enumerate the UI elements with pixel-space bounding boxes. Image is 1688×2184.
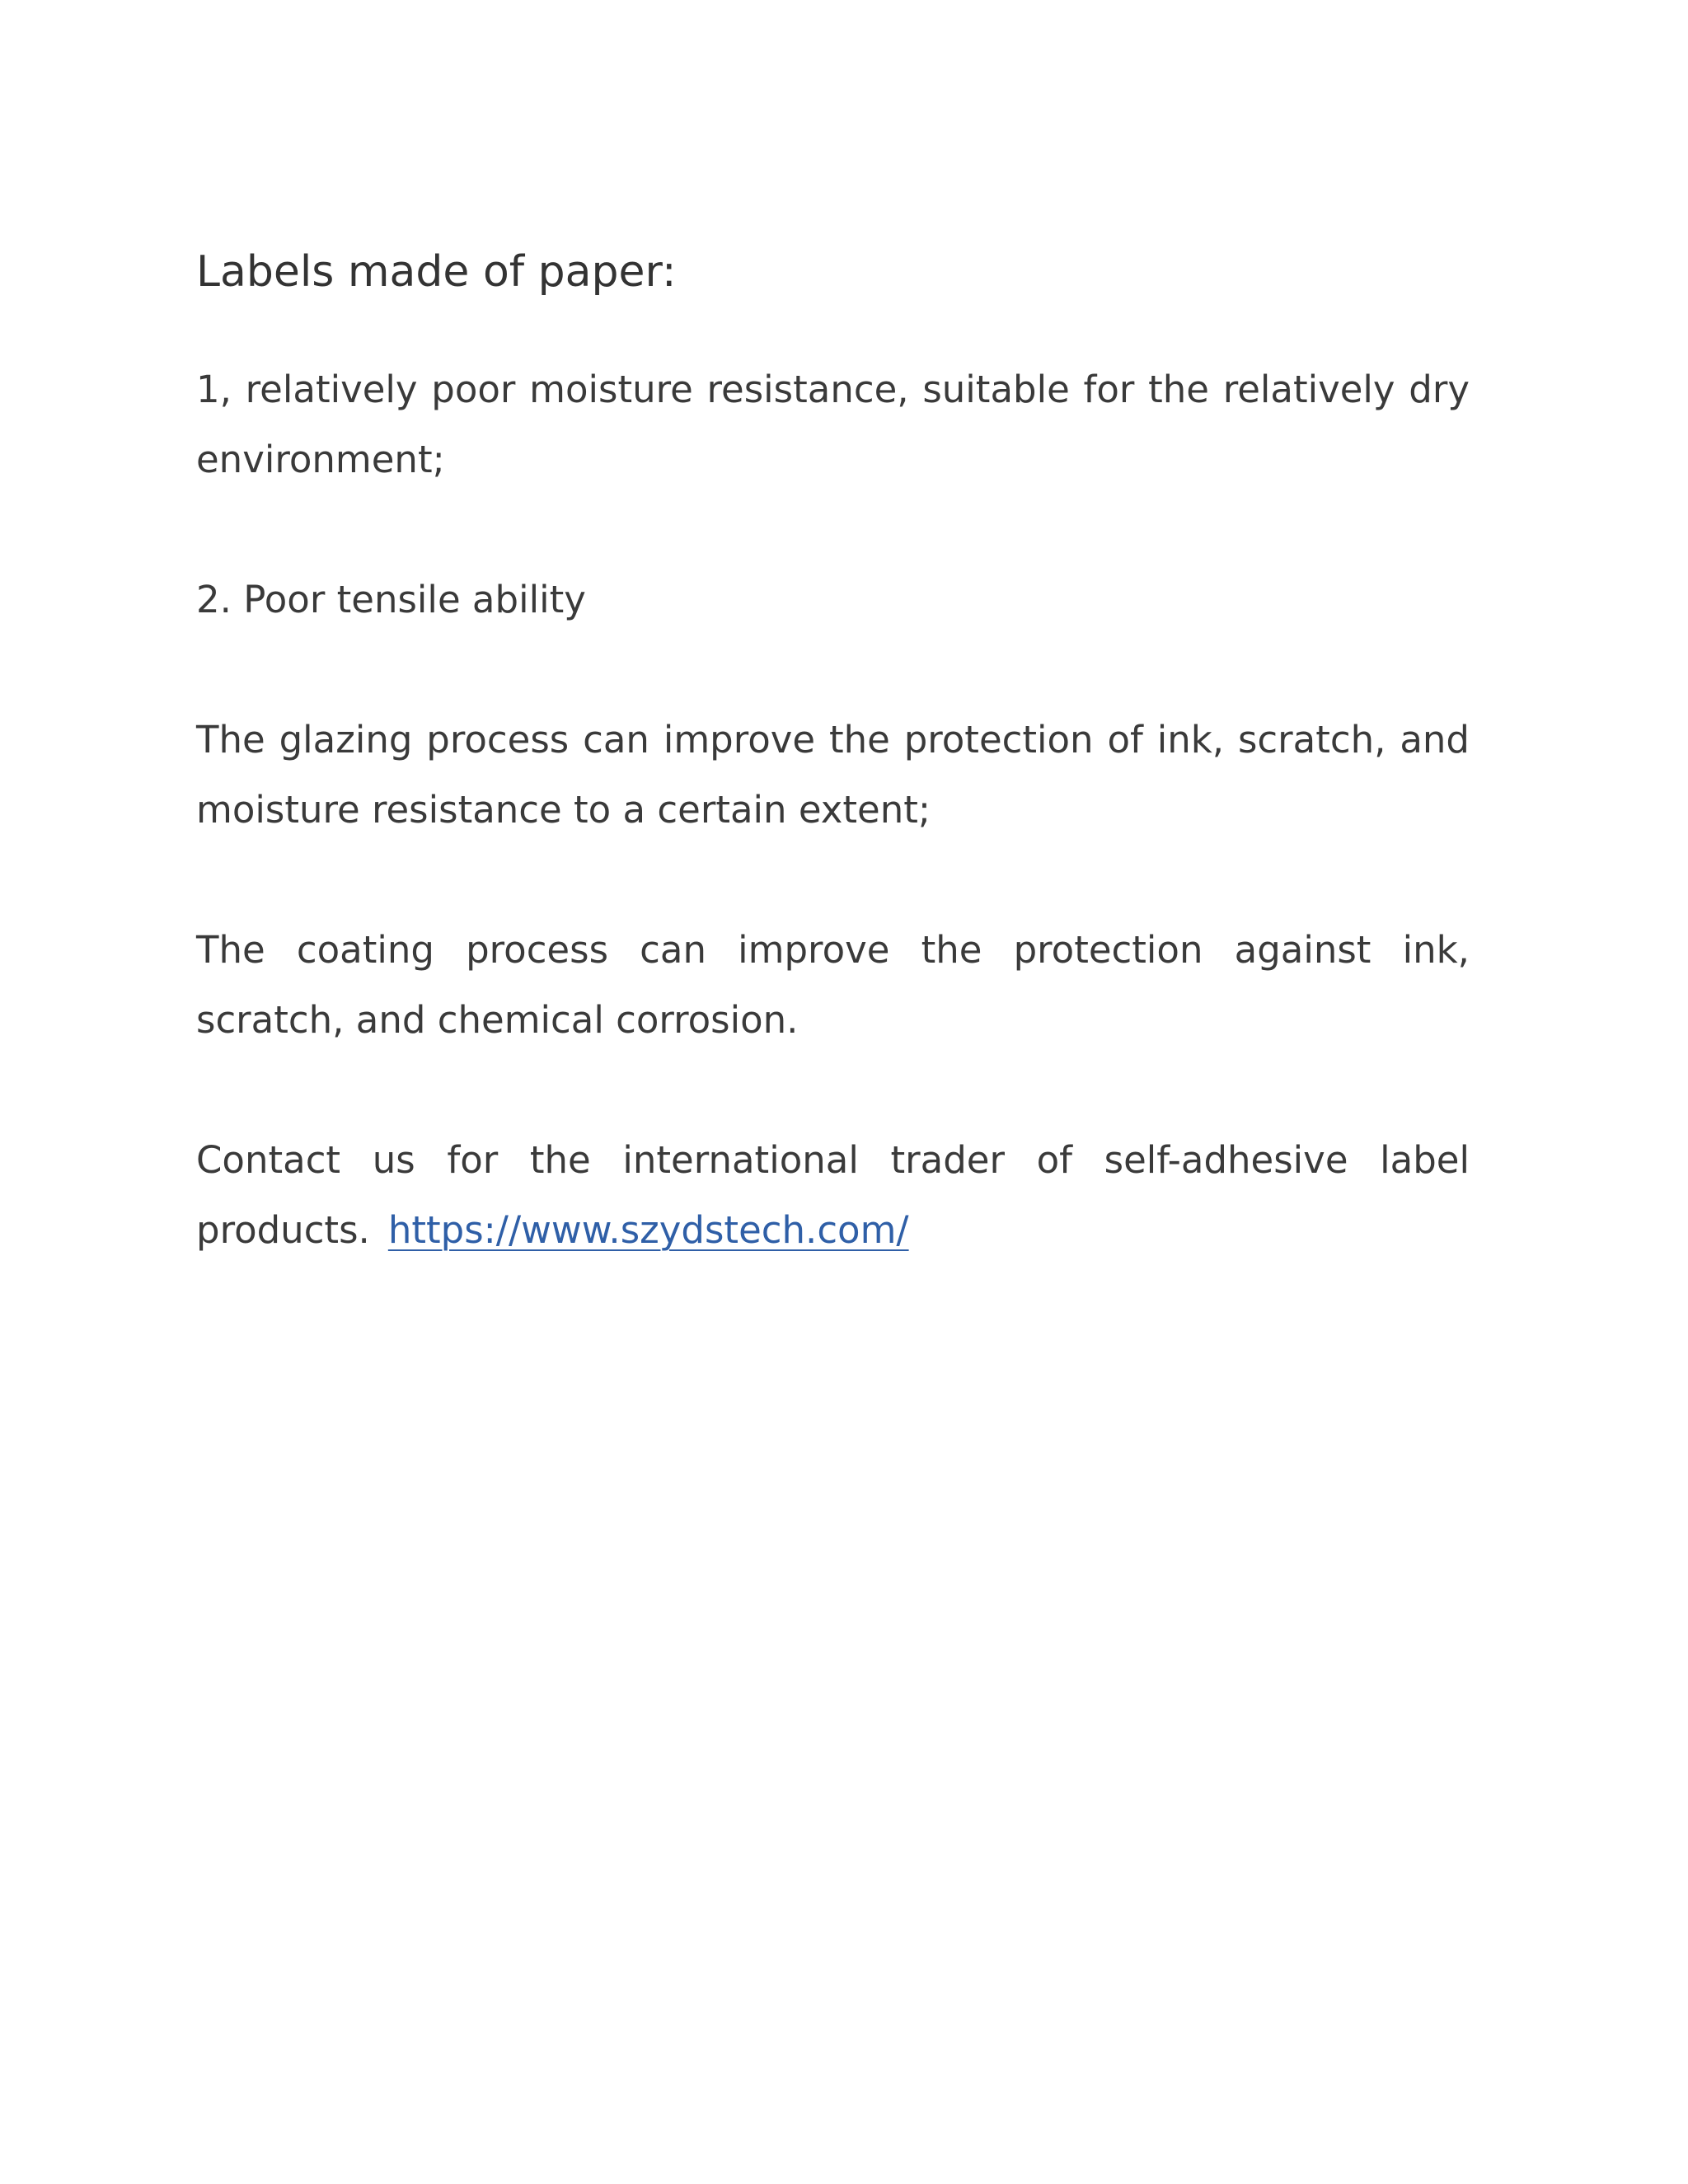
website-link[interactable]: https://www.szydstech.com/ (387, 1208, 909, 1252)
contact-text: Contact us for the international trader of self-adhesive label products. (196, 1138, 1470, 1252)
paragraph-glazing: The glazing process can improve the protection of ink, scratch, and moisture resistance to a certain extent; (196, 718, 1470, 832)
paragraph-moisture: 1, relatively poor moisture resistance, suitable for the relatively dry environment; (196, 368, 1470, 481)
paragraph-contact (196, 1125, 1470, 1265)
paragraph-coating: The coating process can improve the protection against ink, scratch, and chemical corrosion. (196, 928, 1470, 1042)
document-body (196, 239, 1470, 1335)
paragraph-tensile: 2. Poor tensile ability (196, 578, 586, 621)
document-heading: Labels made of paper: (196, 247, 677, 297)
